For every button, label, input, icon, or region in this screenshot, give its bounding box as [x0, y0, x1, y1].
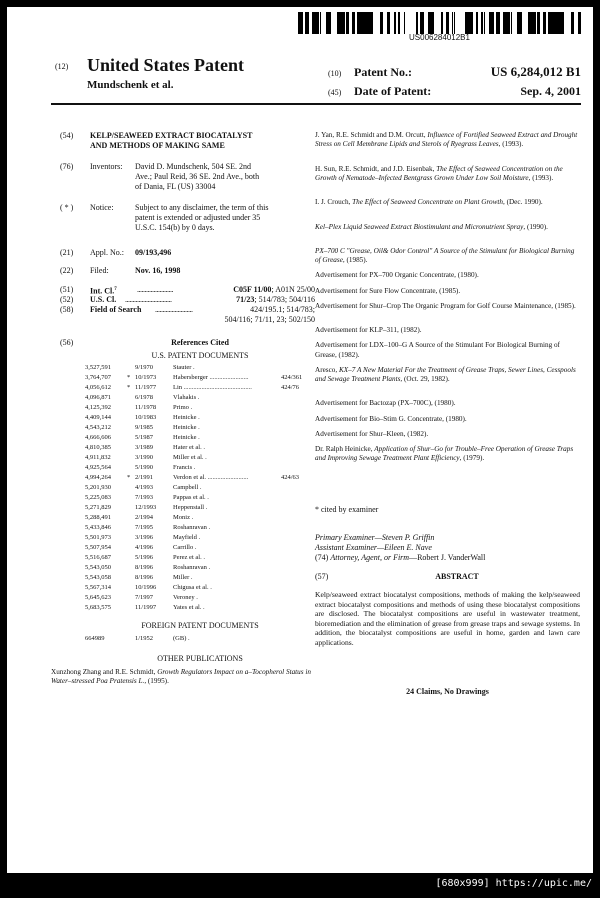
field-code: (58)	[60, 305, 74, 314]
document-title: United States Patent	[87, 55, 244, 75]
barcode-bar	[537, 12, 540, 34]
barcode-bar	[489, 12, 491, 34]
appl-label: Appl. No.:	[90, 248, 124, 257]
barcode-bar	[328, 12, 329, 34]
publication-entry: Advertisement for Bio–Stim G. Concentrate, (1980).	[315, 414, 467, 423]
inventors-line: of Dania, FL (US) 33004	[135, 182, 216, 191]
barcode-number: US006284012B1	[409, 33, 470, 42]
barcode-bar	[369, 12, 371, 34]
us-patent-row: 4,056,612 * 11/1977 Lin .......................................... 424/76	[85, 384, 300, 391]
barcode-bar	[399, 12, 400, 34]
barcode-bar	[314, 12, 317, 34]
barcode-bar	[556, 12, 557, 34]
uscl-leader: ...............................	[125, 295, 172, 304]
attorney: (74) Attorney, Agent, or Firm—Robert J. VanderWall	[315, 553, 486, 562]
abstract-text: Kelp/seaweed extract biocatalyst compositions, methods of making the kelp/seaweed extract biocatalyst compositions and methods of using these biocatalyst compositions are disclosed. The biocatalyst compositions are useful in wastewater treatment, bioremediation and the elimination of grease from grease traps and sewage systems. In addition, the biocatalyst compositions are useful in home, garden and lawn care applications.	[315, 590, 580, 647]
barcode-bar	[482, 12, 483, 34]
barcode-bar	[491, 12, 493, 34]
publication-entry: Aresco, KX–7 A New Material For the Treatment of Grease Traps, Sewer Lines, Cesspools and Sewage Treatment Plants, (Oct. 29, 1982).	[315, 365, 576, 383]
barcode-bar	[560, 12, 562, 34]
abstract-code: (57)	[315, 572, 329, 581]
barcode-bar	[557, 12, 560, 34]
us-patent-row: 4,125,392 11/1978 Primo .	[85, 404, 193, 411]
barcode-bar	[511, 12, 512, 34]
inventor-short: Mundschenk et al.	[87, 79, 174, 91]
barcode-bar	[346, 12, 349, 34]
us-patent-row: 5,271,829 12/1993 Heppenstall .	[85, 504, 208, 511]
refs-code: (56)	[60, 338, 74, 347]
us-patent-row: 4,994,264 * 2/1991 Verdon et al. ......................... 424/63	[85, 474, 300, 481]
barcode-bar	[503, 12, 505, 34]
barcode-bar	[380, 12, 383, 34]
barcode	[298, 12, 581, 42]
notice-line: Subject to any disclaimer, the term of this	[135, 203, 269, 212]
barcode-bar	[404, 12, 405, 34]
inventors-code: (76)	[60, 162, 74, 171]
barcode-bar	[300, 12, 302, 34]
barcode-bar	[362, 12, 365, 34]
barcode-bar	[550, 12, 553, 34]
date-code: (45)	[328, 88, 342, 97]
barcode-bar	[481, 12, 482, 34]
barcode-bar	[365, 12, 366, 34]
us-patent-row: 5,683,575 11/1997 Yates et al. .	[85, 604, 205, 611]
barcode-bar	[465, 12, 467, 34]
publication-entry: Dr. Ralph Heinicke, Application of Shur–Go for Trouble–Free Operation of Grease Traps and Improving Sewage Treatment Plant Efficiency, (1979).	[315, 445, 574, 463]
publication-entry: Advertisement for KLP–311, (1982).	[315, 326, 422, 335]
intcl-leader: ........................	[137, 285, 173, 294]
claims-count: 24 Claims, No Drawings	[406, 687, 489, 696]
barcode-bar	[428, 12, 431, 34]
barcode-bar	[499, 12, 500, 34]
us-patent-row: 5,501,973 3/1996 Mayfield .	[85, 534, 201, 541]
us-patent-row: 5,225,083 7/1993 Pappas et al. .	[85, 494, 209, 501]
inventors-line: David D. Mundschenk, 504 SE. 2nd	[135, 162, 251, 171]
uscl-code: (52)	[60, 295, 74, 304]
barcode-bar	[312, 12, 314, 34]
header-rule	[51, 103, 581, 105]
patent-date: Sep. 4, 2001	[520, 84, 581, 98]
barcode-bar	[446, 12, 449, 34]
barcode-bar	[298, 12, 300, 34]
refs-heading: References Cited	[171, 338, 229, 347]
patent-no-code: (10)	[328, 69, 342, 78]
barcode-bar	[320, 12, 321, 34]
barcode-bar	[543, 12, 546, 34]
inventors-line: Ave.; Paul Reid, 36 SE. 2nd Ave., both	[135, 172, 260, 181]
barcode-bar	[371, 12, 373, 34]
barcode-bar	[477, 12, 478, 34]
field-line1: 424/195.1; 514/783;	[250, 305, 315, 314]
barcode-bar	[454, 12, 455, 34]
barcode-bar	[533, 12, 536, 34]
barcode-bar	[441, 12, 443, 34]
barcode-bar	[416, 12, 418, 34]
us-patent-row: 4,409,144 10/1983 Heinicke .	[85, 414, 200, 421]
barcode-bar	[571, 12, 574, 34]
footer-text: [680x999] https://upic.me/	[435, 878, 592, 889]
barcode-bar	[326, 12, 328, 34]
other-publications-heading: OTHER PUBLICATIONS	[157, 654, 243, 663]
barcode-bar	[352, 12, 355, 34]
invention-title-line1: KELP/SEAWEED EXTRACT BIOCATALYST	[90, 131, 253, 140]
field-line2: 504/116; 71/11, 23; 502/150	[224, 315, 315, 324]
barcode-bar	[357, 12, 359, 34]
us-patent-row: 4,925,564 5/1990 Francis .	[85, 464, 196, 471]
inventors-label: Inventors:	[90, 162, 123, 171]
notice-line: U.S.C. 154(b) by 0 days.	[135, 223, 215, 232]
barcode-bar	[431, 12, 434, 34]
barcode-bar	[562, 12, 564, 34]
invention-title-line2: AND METHODS OF MAKING SAME	[90, 141, 225, 150]
publication-entry: Kel–Plex Liquid Seaweed Extract Biostimulant and Micronutrient Spray, (1990).	[315, 222, 548, 231]
barcode-bar	[528, 12, 530, 34]
us-patent-row: 5,567,314 10/1996 Chigusa et al. .	[85, 584, 212, 591]
notice-code: ( * )	[60, 203, 74, 212]
kind-code: (12)	[55, 62, 69, 71]
primary-examiner: Primary Examiner—Steven P. Griffin	[315, 533, 435, 542]
us-patent-row: 4,543,212 9/1985 Heinicke .	[85, 424, 200, 431]
barcode-bar	[493, 12, 494, 34]
foreign-patents-heading: FOREIGN PATENT DOCUMENTS	[141, 621, 259, 630]
uscl-value: 71/23; 514/783; 504/116	[236, 295, 315, 304]
barcode-bar	[421, 12, 424, 34]
barcode-bar	[302, 12, 303, 34]
us-patent-row: 5,433,846 7/1995 Roshanravan .	[85, 524, 211, 531]
barcode-bar	[517, 12, 519, 34]
barcode-bar	[467, 12, 468, 34]
barcode-bar	[476, 12, 477, 34]
publication-entry: H. Sun, R.E. Schmidt, and J.D. Eisenbak, The Effect of Seaweed Concentration on the Growth of Nematode–Infected Bentgrass Grown Under Low Soil Moisture, (1993).	[315, 164, 563, 182]
barcode-bar	[530, 12, 533, 34]
publication-entry: PX–700 C "Grease, Oil& Odor Control" A Source of the Stimulant for Biological Burning of Grease, (1985).	[315, 247, 575, 265]
barcode-bar	[359, 12, 362, 34]
publication-entry: Advertisement for PX–700 Organic Concentrate, (1980).	[315, 271, 479, 280]
barcode-bar	[329, 12, 331, 34]
appl-number: 09/193,496	[135, 248, 172, 257]
assistant-examiner: Assistant Examiner—Eileen E. Nave	[315, 543, 432, 552]
barcode-bar	[305, 12, 308, 34]
notice-label: Notice:	[90, 203, 114, 212]
us-patent-row: 5,288,491 2/1994 Moniz .	[85, 514, 194, 521]
image-host-footer	[0, 874, 600, 898]
us-patent-row: 4,810,385 3/1989 Hater et al. .	[85, 444, 205, 451]
intcl-label: Int. Cl.$^7$	[90, 286, 117, 296]
us-patent-row: 5,516,687 5/1996 Perez et al. .	[85, 554, 205, 561]
barcode-bar	[394, 12, 396, 34]
filed-code: (22)	[60, 266, 74, 275]
barcode-bar	[496, 12, 499, 34]
barcode-bar	[468, 12, 470, 34]
barcode-bar	[452, 12, 453, 34]
intcl-code: (51)	[60, 285, 74, 294]
barcode-bar	[578, 12, 581, 34]
barcode-bar	[342, 12, 345, 34]
filed-date: Nov. 16, 1998	[135, 266, 181, 275]
us-patent-row: 5,645,623 7/1997 Veroney .	[85, 594, 198, 601]
publication-entry: Advertisement for Shur–Crop The Organic Program for Golf Course Maintenance, (1985).	[315, 301, 576, 310]
abstract-heading: ABSTRACT	[435, 572, 479, 581]
barcode-bar	[308, 12, 309, 34]
barcode-bar	[337, 12, 339, 34]
us-patent-row: 3,527,591 9/1970 Stauter .	[85, 364, 195, 371]
us-patent-row: 5,543,058 8/1996 Miller .	[85, 574, 193, 581]
publication-entry: Xunzhong Zhang and R.E. Schmidt, Growth Regulators Impact on a–Tocopherol Status in Water–stressed Poa Pratensis L., (1995).	[51, 668, 311, 686]
publication-entry: Advertisement for Bactozap (PX–700C), (1980).	[315, 399, 456, 408]
publication-entry: J. Yan, R.E. Schmidt and D.M. Orcutt, Influence of Fortified Seaweed Extract and Drought Stress on Cell Membrane Lipids and Sterols of Ryegrass Leaves, (1993).	[315, 131, 578, 149]
notice-line: patent is extended or adjusted under 35	[135, 213, 261, 222]
barcode-bars	[298, 12, 581, 34]
title-code: (54)	[60, 131, 74, 140]
publication-entry: Advertisement for LDX–100–G A Source of the Stimulant For Biological Burning of Grease, (1982).	[315, 341, 560, 359]
patent-document	[7, 7, 593, 873]
cited-note: * cited by examiner	[315, 505, 379, 514]
publication-entry: I. J. Crouch, The Effect of Seaweed Concentrate on Plant Growth, (Dec. 1990).	[315, 198, 543, 207]
us-patents-heading: U.S. PATENT DOCUMENTS	[151, 351, 249, 360]
uscl-label: U.S. Cl.	[90, 295, 117, 304]
us-patent-row: 3,764,707 * 10/1973 Habersberger ........................ 424/361	[85, 374, 303, 381]
barcode-bar	[548, 12, 550, 34]
patent-number: US 6,284,012 B1	[490, 64, 581, 79]
barcode-bar	[519, 12, 520, 34]
barcode-bar	[520, 12, 522, 34]
barcode-bar	[553, 12, 556, 34]
intcl-value: C05F 11/00; A01N 25/00	[233, 285, 315, 294]
publication-entry: Advertisement for Sure Flow Concentrate, (1985).	[315, 286, 461, 295]
us-patent-row: 5,543,050 8/1996 Roshanravan .	[85, 564, 211, 571]
field-label: Field of Search	[90, 305, 142, 314]
us-patent-row: 5,507,954 4/1996 Carrillo .	[85, 544, 197, 551]
us-patent-row: 4,666,606 5/1987 Heinicke .	[85, 434, 200, 441]
barcode-bar	[484, 12, 485, 34]
barcode-bar	[339, 12, 342, 34]
barcode-bar	[366, 12, 369, 34]
us-patent-row: 5,201,930 4/1993 Campbell .	[85, 484, 202, 491]
foreign-patent-row: 664989 1/1952 (GB) .	[85, 635, 190, 642]
barcode-bar	[387, 12, 390, 34]
barcode-bar	[470, 12, 473, 34]
field-leader: .........................	[155, 305, 193, 314]
date-label: Date of Patent:	[354, 84, 432, 98]
appl-code: (21)	[60, 248, 74, 257]
patent-no-label: Patent No.:	[354, 65, 412, 79]
barcode-bar	[508, 12, 510, 34]
us-patent-row: 4,096,871 6/1978 Vlahakis .	[85, 394, 200, 401]
barcode-bar	[398, 12, 399, 34]
barcode-bar	[505, 12, 508, 34]
publication-entry: Advertisement for Shur–Kleen, (1982).	[315, 429, 429, 438]
barcode-bar	[317, 12, 319, 34]
filed-label: Filed:	[90, 266, 109, 275]
us-patent-row: 4,911,832 3/1990 Miller et al. .	[85, 454, 207, 461]
barcode-bar	[420, 12, 421, 34]
